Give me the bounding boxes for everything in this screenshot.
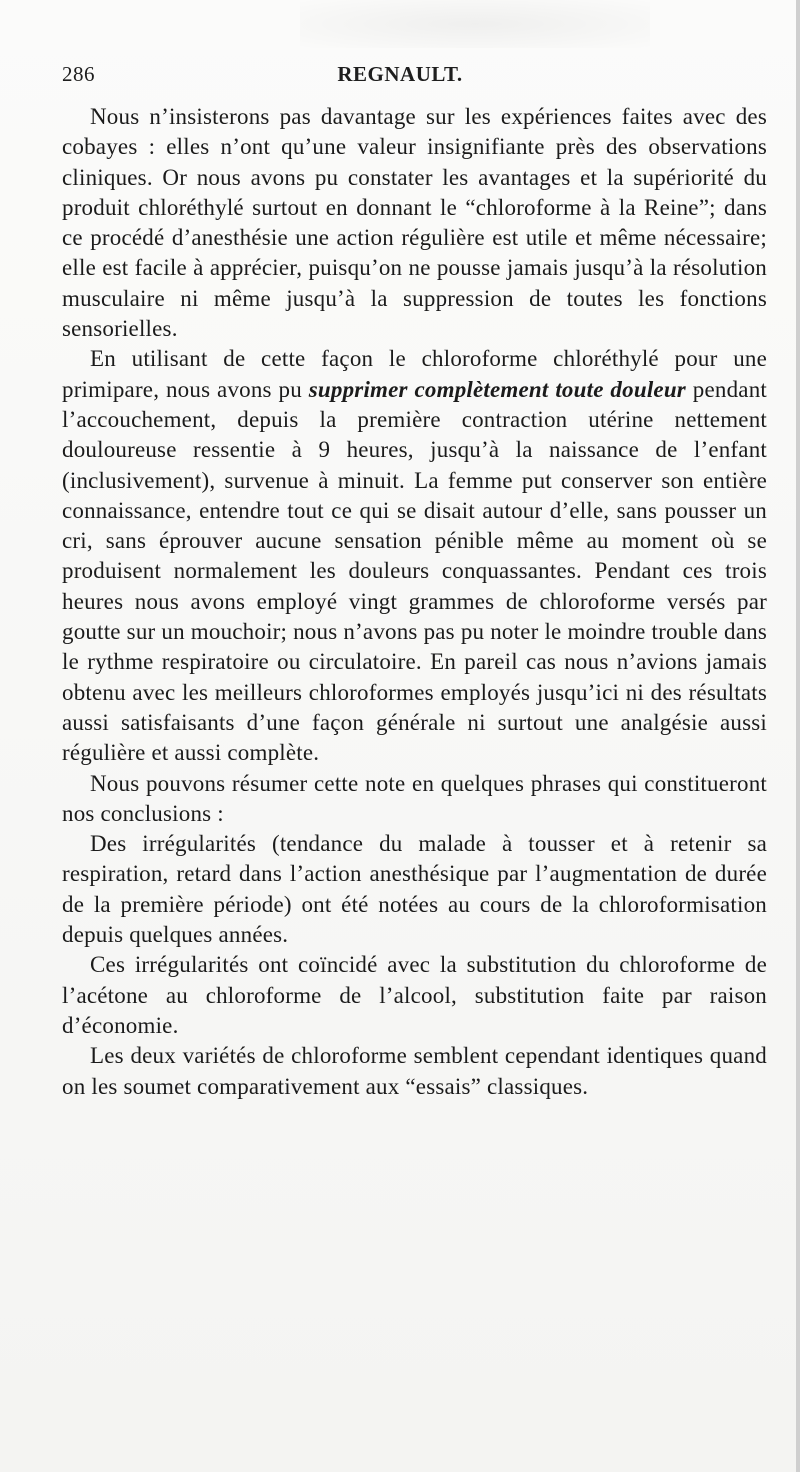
paragraph-primipare-before: En utilisant de cette façon le chloroforme chloréthylé pour une primipare, nous avons pu bbox=[62, 346, 767, 402]
page-smudge bbox=[300, 0, 650, 48]
paragraph-intro: Nous n’insisterons pas davantage sur les expériences faites avec des cobayes : elles n’ont qu’une valeur insignifiante près des observations cliniques. Or nous avons pu constater les avantages et la supériorité du produit chloréthylé surtout en donnant le “chloroforme à la Reine”; dans ce procédé d’anesthésie une action régulière est utile et même nécessaire; elle est facile à apprécier, puisqu’on ne pousse jamais jusqu’à la résolution musculaire ni même jusqu’à la suppression de toutes les fonctions sensorielles. bbox=[62, 104, 767, 342]
paragraph-primipare-after: pendant l’accouchement, depuis la première contraction utérine nettement douloureuse ressentie à 9 heures, jusqu’à la naissance de l’enfant (inclusivement), survenue à minuit. La femme put conserver son entière connaissance, entendre tout ce qui se disait autour d’elle, sans pousser un cri, sans éprouver aucune sensation pénible même au moment où se produisent normalement les douleurs conquassantes. Pendant ces trois heures nous avons employé vingt grammes de chloroforme versés par goutte sur un mouchoir; nous n’avons pas pu noter le moindre trouble dans le rythme respiratoire ou circulatoire. En pareil cas nous n’avions jamais obtenu avec les meilleurs chloroformes employés jusqu’ici ni des résultats aussi satisfaisants d’une façon générale ni surtout une analgésie aussi régulière et aussi complète. bbox=[62, 376, 767, 766]
page-number: 286 bbox=[62, 62, 95, 86]
paragraph-varietes: Les deux variétés de chloroforme semblent cependant identiques quand on les soumet comparativement aux “essais” classiques. bbox=[62, 1043, 767, 1099]
paragraph-irregularites: Des irrégularités (tendance du malade à tousser et à retenir sa respiration, retard dans l’action anesthésique par l’augmentation de durée de la première période) ont été notées au cours de la chloroformisation depuis quelques années. bbox=[62, 831, 767, 948]
running-head: REGNAULT. bbox=[337, 62, 463, 86]
page-edge-shadow bbox=[796, 0, 800, 1472]
paragraph-summary-intro: Nous pouvons résumer cette note en quelques phrases qui constitueront nos conclusions : bbox=[62, 770, 767, 826]
paragraph-primipare bbox=[62, 344, 767, 768]
page-header bbox=[62, 62, 738, 92]
paragraph-substitution: Ces irrégularités ont coïncidé avec la substitution du chloroforme de l’acétone au chloroforme de l’alcool, substitution faite par raison d’économie. bbox=[62, 952, 767, 1038]
body-text bbox=[62, 102, 767, 1102]
emphasis-phrase: supprimer complètement toute douleur bbox=[308, 376, 686, 402]
